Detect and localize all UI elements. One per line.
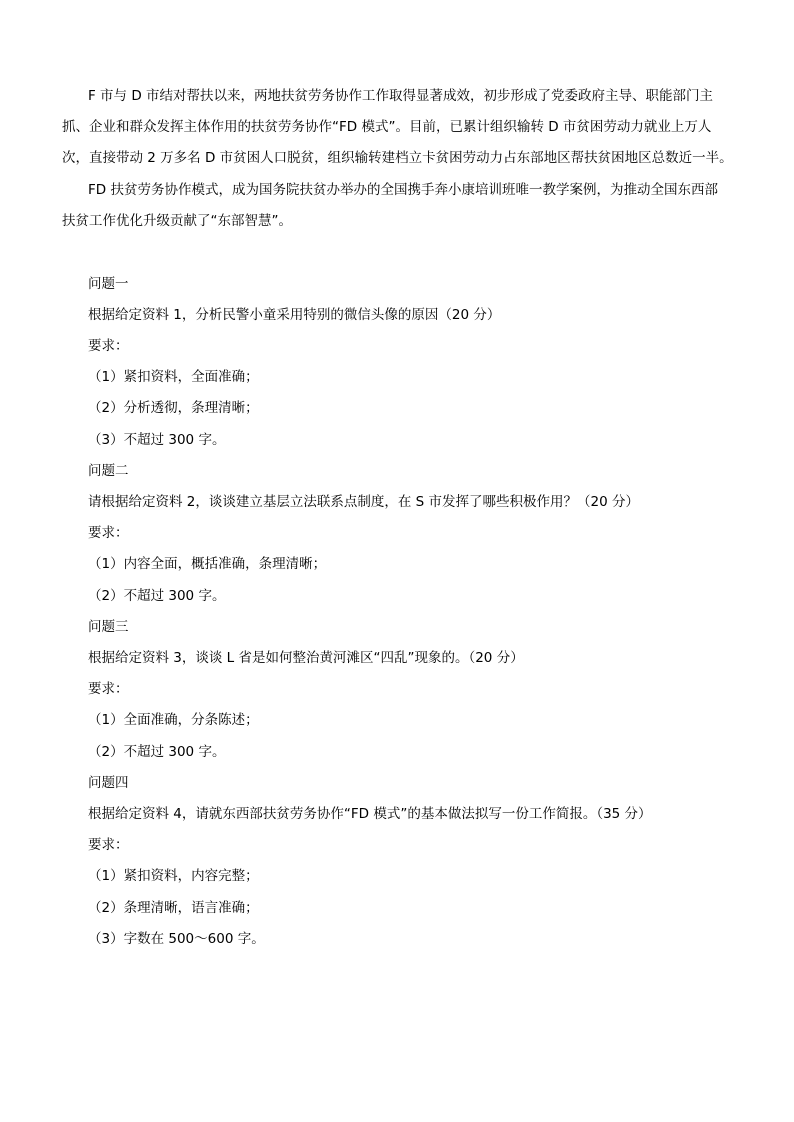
question-4-req-2: （2）条理清晰，语言准确； bbox=[88, 900, 259, 916]
question-1-prompt: 根据给定资料 1，分析民警小童采用特别的微信头像的原因（20 分） bbox=[88, 307, 501, 323]
intro-p2-line-1: FD 扶贫劳务协作模式，成为国务院扶贫办举办的全国携手奔小康培训班唯一教学案例，为推动全国东西部 bbox=[88, 182, 718, 198]
question-4-req-3: （3）字数在 500～600 字。 bbox=[88, 931, 265, 947]
intro-p1-line-3: 次，直接带动 2 万多名 D 市贫困人口脱贫，组织输转建档立卡贫困劳动力占东部地区帮扶贫困地区总数近一半。 bbox=[62, 150, 733, 166]
question-2-req-1: （1）内容全面，概括准确，条理清晰； bbox=[88, 556, 327, 572]
question-4-req-label: 要求： bbox=[88, 837, 129, 853]
question-1-req-2: （2）分析透彻，条理清晰； bbox=[88, 400, 259, 416]
question-4-req-1: （1）紧扣资料，内容完整； bbox=[88, 868, 259, 884]
question-1-req-label: 要求： bbox=[88, 338, 129, 354]
question-2-req-2: （2）不超过 300 字。 bbox=[88, 588, 226, 604]
question-2-heading: 问题二 bbox=[88, 463, 129, 479]
question-3-prompt: 根据给定资料 3，谈谈 L 省是如何整治黄河滩区“四乱”现象的。（20 分） bbox=[88, 650, 524, 666]
question-4-prompt: 根据给定资料 4，请就东西部扶贫劳务协作“FD 模式”的基本做法拟写一份工作简报。（35 分） bbox=[88, 806, 652, 822]
question-4-heading: 问题四 bbox=[88, 775, 129, 791]
question-3-req-1: （1）全面准确，分条陈述； bbox=[88, 712, 259, 728]
question-3-req-label: 要求： bbox=[88, 681, 129, 697]
question-3-heading: 问题三 bbox=[88, 619, 129, 635]
question-2-prompt: 请根据给定资料 2，谈谈建立基层立法联系点制度，在 S 市发挥了哪些积极作用？（20 分） bbox=[88, 494, 640, 510]
question-1-heading: 问题一 bbox=[88, 276, 129, 292]
intro-p1-line-2: 抓、企业和群众发挥主体作用的扶贫劳务协作“FD 模式”。目前，已累计组织输转 D 市贫困劳动力就业上万人 bbox=[62, 119, 712, 135]
question-1-req-3: （3）不超过 300 字。 bbox=[88, 432, 226, 448]
intro-p2-line-2: 扶贫工作优化升级贡献了“东部智慧”。 bbox=[62, 213, 292, 229]
intro-p1-line-1: F 市与 D 市结对帮扶以来，两地扶贫劳务协作工作取得显著成效，初步形成了党委政府主导、职能部门主 bbox=[88, 88, 714, 104]
question-3-req-2: （2）不超过 300 字。 bbox=[88, 744, 226, 760]
question-2-req-label: 要求： bbox=[88, 525, 129, 541]
question-1-req-1: （1）紧扣资料，全面准确； bbox=[88, 369, 259, 385]
